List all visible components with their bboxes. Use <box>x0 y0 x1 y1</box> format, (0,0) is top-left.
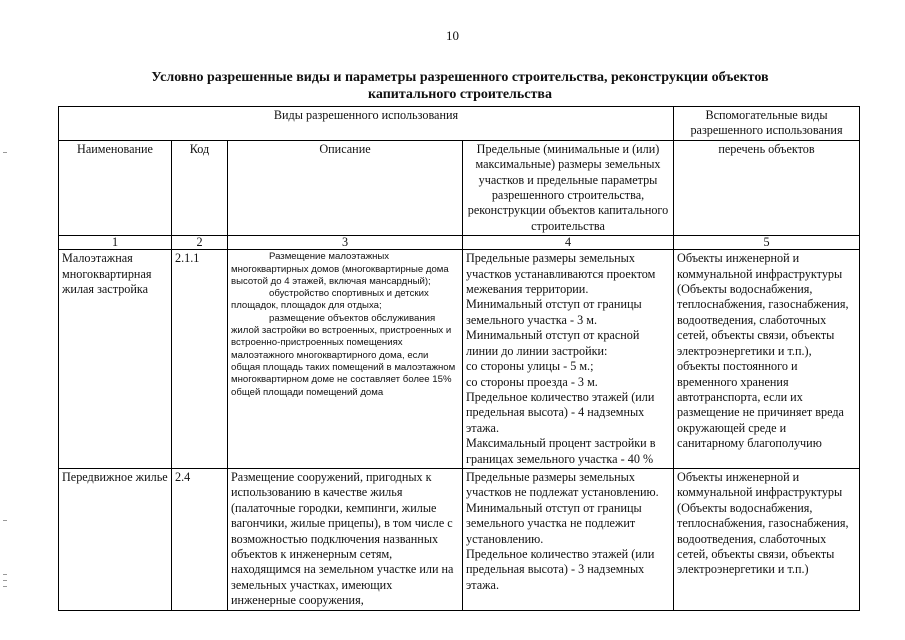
row-params-cell <box>463 250 674 469</box>
page-title-line-1: Условно разрешенные виды и параметры разрешенного строительства, реконструкции объектов <box>151 70 769 85</box>
params-paragraph: Минимальный отступ от границы земельного участка не подлежит установлению. <box>466 500 642 546</box>
column-header-params: Предельные (минимальные и (или) максимальные) размеры земельных участков и предельные параметры разрешенного строительства, реконструкции объектов капитального строительства <box>463 140 674 235</box>
group-header-aux-line-1: Вспомогательные виды <box>705 108 828 122</box>
params-paragraph: со стороны улицы - 5 м.; <box>466 359 594 374</box>
table-row <box>59 250 860 469</box>
column-number: 1 <box>59 236 172 250</box>
column-number: 4 <box>463 236 674 250</box>
table-row <box>59 468 860 610</box>
row-name-cell: Малоэтажная многоквартирная жилая застройка <box>59 250 172 469</box>
params-paragraph: Минимальный отступ от границы земельного участка - 3 м. <box>466 297 642 327</box>
column-header-code: Код <box>172 140 228 235</box>
column-number: 2 <box>172 236 228 250</box>
params-paragraph: Предельное количество этажей (или предельная высота) - 3 надземных этажа. <box>466 546 655 592</box>
row-objects-cell: Объекты инженерной и коммунальной инфраструктуры (Объекты водоснабжения, теплоснабжения, газоснабжения, водоотведения, слаботочных сетей, объекты связи, объекты электроэнергетики и т.п.), объекты постоянного и временного хранения автотранспорта, если их размещение не причиняет вреда окружающей среде и санитарному благополучию <box>674 250 860 469</box>
params-paragraph: Минимальный отступ от красной линии до линии застройки: <box>466 328 640 358</box>
column-number: 5 <box>674 236 860 250</box>
params-paragraph: Предельные размеры земельных участков устанавливаются проектом межевания территории. <box>466 251 656 297</box>
row-params-cell <box>463 468 674 610</box>
row-name-cell: Передвижное жилье <box>59 468 172 610</box>
column-header-objects: перечень объектов <box>674 140 860 235</box>
page-title-line-2: капитального строительства <box>368 87 552 102</box>
row-code-cell: 2.4 <box>172 468 228 610</box>
row-code-cell: 2.1.1 <box>172 250 228 469</box>
description-paragraph: обустройство спортивных и детских площадок, площадок для отдыха; <box>231 288 429 312</box>
table-column-header-row <box>59 140 860 235</box>
params-paragraph: со стороны проезда - 3 м. <box>466 374 598 389</box>
column-number-row <box>59 236 860 250</box>
column-header-description: Описание <box>228 140 463 235</box>
row-description-cell <box>228 250 463 469</box>
params-paragraph: Максимальный процент застройки в границах земельного участка - 40 % <box>466 436 656 466</box>
page-title <box>60 69 860 103</box>
group-header-aux-line-2: разрешенного использования <box>690 123 843 138</box>
row-objects-cell: Объекты инженерной и коммунальной инфраструктуры (Объекты водоснабжения, теплоснабжения, газоснабжения, водоотведения, слаботочных сетей, объекты связи, объекты электроэнергетики и т.п.) <box>674 468 860 610</box>
group-header-aux <box>674 107 860 141</box>
row-description-cell: Размещение сооружений, пригодных к использованию в качестве жилья (палаточные городки, кемпинги, жилые вагончики, жилые прицепы), в том числе с возможностью подключения названных объектов к инженерным сетям, находящимся на земельном участке или на земельных участках, имеющих инженерные сооружения, <box>228 468 463 610</box>
column-header-name: Наименование <box>59 140 172 235</box>
group-header-main: Виды разрешенного использования <box>59 107 674 141</box>
description-paragraph: размещение объектов обслуживания жилой застройки во встроенных, пристроенных и встроенно-пристроенных помещениях малоэтажного многоквартирного дома, если общая площадь таких помещений в малоэтажном многоквартирном доме не составляет более 15% общей площади помещений дома <box>231 312 456 398</box>
page-number: 10 <box>446 28 459 43</box>
regulations-table <box>58 106 860 611</box>
table-group-header-row <box>59 107 860 141</box>
params-paragraph: Предельное количество этажей (или предельная высота) - 4 надземных этажа. <box>466 389 655 435</box>
column-number: 3 <box>228 236 463 250</box>
description-paragraph: Размещение малоэтажных многоквартирных домов (многоквартирные дома высотой до 4 этажей, включая мансардный); <box>231 251 449 287</box>
params-paragraph: Предельные размеры земельных участков не подлежат установлению. <box>466 469 659 500</box>
